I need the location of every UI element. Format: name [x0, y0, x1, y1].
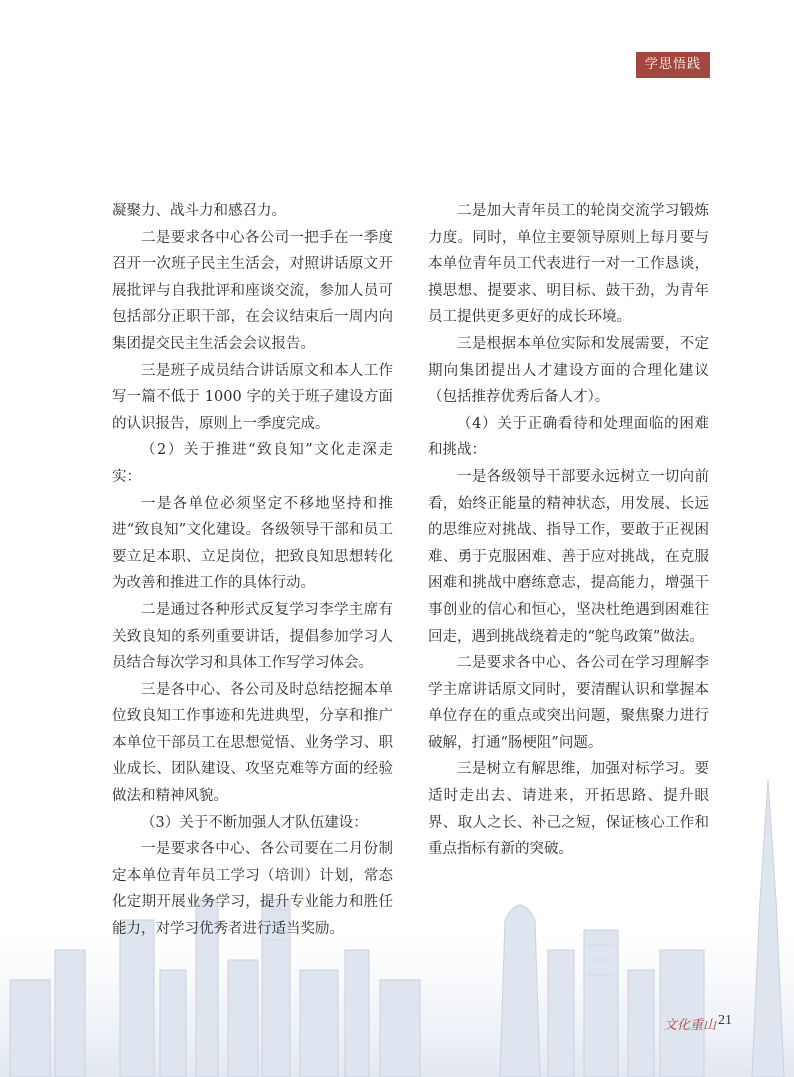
page-number: 21	[718, 1013, 732, 1028]
paragraph: 二是要求各中心、各公司在学习理解李学主席讲话原文同时，要清醒认识和掌握本单位存在的重点或突出问题，聚焦聚力进行破解，打通“肠梗阻”问题。	[428, 655, 709, 751]
subheading: （2）关于推进“致良知”文化走深走实：	[112, 442, 393, 485]
magazine-logo: 文化重山	[664, 1018, 717, 1033]
subheading: （3）关于不断加强人才队伍建设：	[141, 814, 368, 831]
paragraph: 三是各中心、各公司及时总结挖掘本单位致良知工作事迹和先进典型，分享和推广本单位干部员工在思想觉悟、业务学习、职业成长、团队建设、攻坚克难等方面的经验做法和精神风貌。	[112, 681, 393, 805]
paragraph: 三是班子成员结合讲话原文和本人工作写一篇不低于 1000 字的关于班子建设方面的认识报告，原则上一季度完成。	[112, 362, 393, 432]
paragraph: 二是要求各中心各公司一把手在一季度召开一次班子民主生活会，对照讲话原文开展批评与自我批评和座谈交流，参加人员可包括部分正职干部，在会议结束后一周内向集团提交民主生活会会议报告。	[112, 229, 393, 352]
paragraph: 一是要求各中心、各公司要在二月份制定本单位青年员工学习（培训）计划，常态化定期开展业务学习，提升专业能力和胜任能力，对学习优秀者进行适当奖励。	[112, 841, 393, 938]
paragraph: 凝聚力、战斗力和感召力。	[112, 203, 286, 219]
right-text-column	[428, 198, 709, 863]
subheading: （4）关于正确看待和处理面临的困难和挑战：	[428, 415, 709, 459]
paragraph: 三是树立有解思维，加强对标学习。要适时走出去、请进来，开拓思路、提升眼界、取人之长、补己之短，保证核心工作和重点指标有新的突破。	[428, 761, 709, 858]
section-tag: 学思悟践	[636, 52, 710, 78]
paragraph: 二是加大青年员工的轮岗交流学习锻炼力度。同时，单位主要领导原则上每月要与本单位青年员工代表进行一对一工作恳谈，摸思想、提要求、明目标、鼓干劲，为青年员工提供更多更好的成长环境。	[428, 203, 709, 326]
paragraph: 一是各级领导干部要永远树立一切向前看，始终正能量的精神状态，用发展、长远的思维应对挑战、指导工作，要敢于正视困难、勇于克服困难、善于应对挑战，在克服困难和挑战中磨练意志，提高能力，增强干事创业的信心和恒心，坚决杜绝遇到困难往回走，遇到挑战绕着走的“鸵鸟政策”做法。	[428, 468, 709, 645]
paragraph: 二是通过各种形式反复学习李学主席有关致良知的系列重要讲话，提倡参加学习人员结合每次学习和具体工作写学习体会。	[112, 601, 393, 672]
paragraph: 三是根据本单位实际和发展需要，不定期向集团提出人才建设方面的合理化建议（包括推荐优秀后备人才）。	[428, 335, 709, 406]
paragraph: 一是各单位必须坚定不移地坚持和推进“致良知”文化建设。各级领导干部和员工要立足本职、立足岗位，把致良知思想转化为改善和推进工作的具体行动。	[112, 495, 393, 592]
left-text-column	[112, 198, 393, 943]
